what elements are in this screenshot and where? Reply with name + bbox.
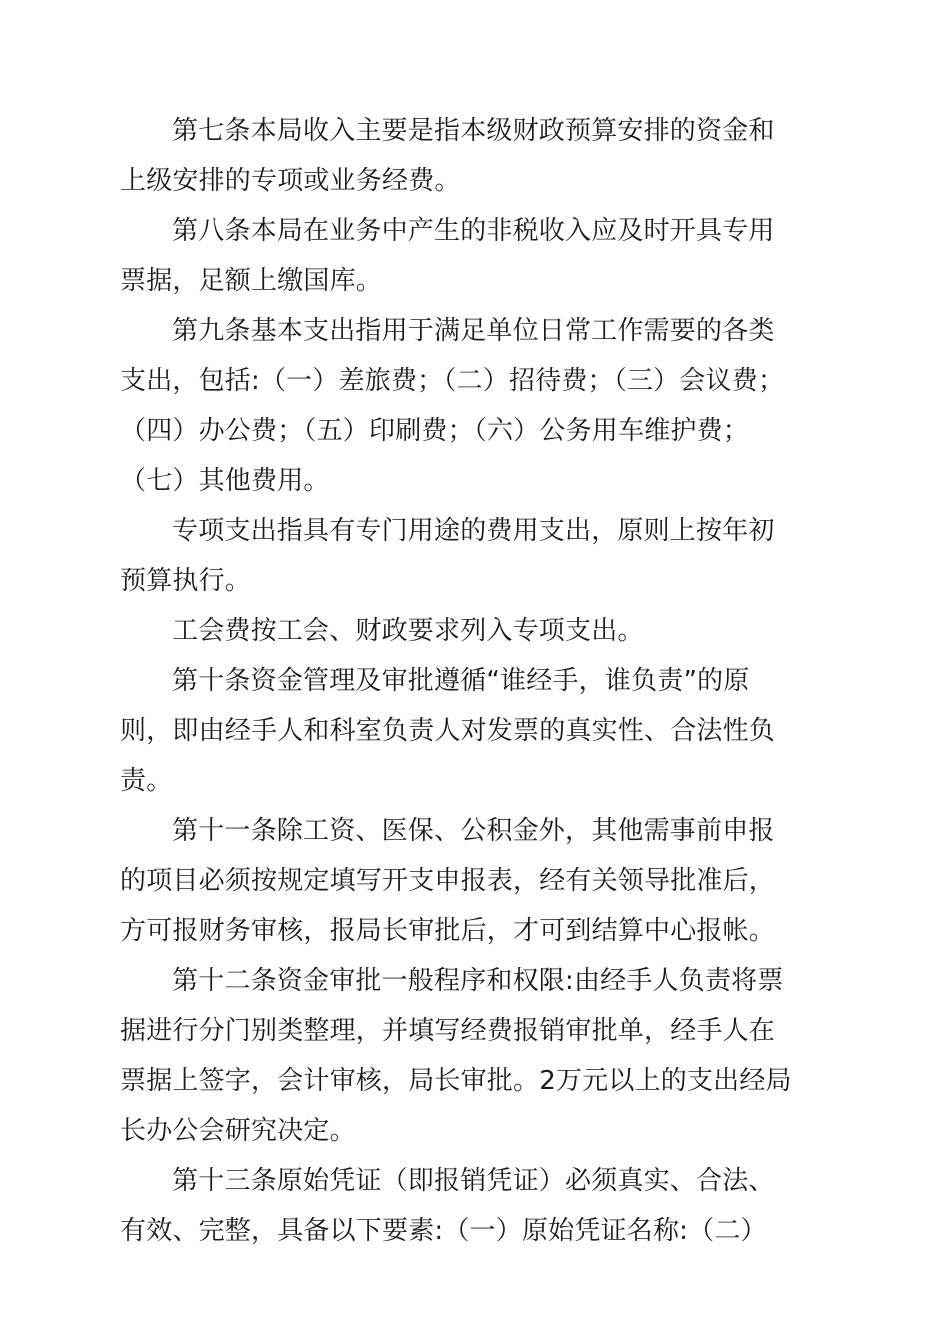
text-line: 第十一条除工资、医保、公积金外，其他需事前申报: [172, 816, 775, 846]
text-line: （四）办公费；（五）印刷费；（六）公务用车维护费；: [120, 416, 750, 446]
text-line: 预算执行。: [120, 566, 252, 596]
text-line: 第十二条资金审批一般程序和权限:由经手人负责将票: [172, 966, 784, 996]
text-line: 工会费按工会、财政要求列入专项支出。: [172, 616, 644, 646]
text-line: 票据，足额上缴国库。: [120, 266, 383, 296]
text-line: （七）其他费用。: [120, 466, 330, 496]
text-line: 第十三条原始凭证（即报销凭证）必须真实、合法、: [172, 1166, 775, 1196]
text-line: 的项目必须按规定填写开支申报表，经有关领导批准后，: [120, 866, 776, 896]
document-body: [120, 106, 836, 1256]
text-line: 专项支出指具有专门用途的费用支出，原则上按年初: [172, 516, 775, 546]
text-line: 据进行分门别类整理，并填写经费报销审批单，经手人在: [120, 1016, 776, 1046]
text-line: 票据上签字，会计审核，局长审批。2万元以上的支出经局: [120, 1066, 792, 1096]
text-line: 有效、完整，具备以下要素:（一）原始凭证名称:（二）: [120, 1216, 767, 1246]
text-line: 长办公会研究决定。: [120, 1116, 356, 1146]
text-line: 上级安排的专项或业务经费。: [120, 166, 461, 196]
text-line: 责。: [120, 766, 173, 796]
text-line: 第九条基本支出指用于满足单位日常工作需要的各类: [172, 316, 775, 346]
text-line: 支出，包括:（一）差旅费；（二）招待费；（三）会议费；: [120, 366, 785, 396]
text-line: 第七条本局收入主要是指本级财政预算安排的资金和: [172, 116, 775, 146]
text-line: 第八条本局在业务中产生的非税收入应及时开具专用: [172, 216, 775, 246]
text-line: 则，即由经手人和科室负责人对发票的真实性、合法性负: [120, 716, 776, 746]
text-line: 第十条资金管理及审批遵循“谁经手，谁负责”的原: [172, 666, 750, 696]
text-line: 方可报财务审核，报局长审批后，才可到结算中心报帐。: [120, 916, 776, 946]
